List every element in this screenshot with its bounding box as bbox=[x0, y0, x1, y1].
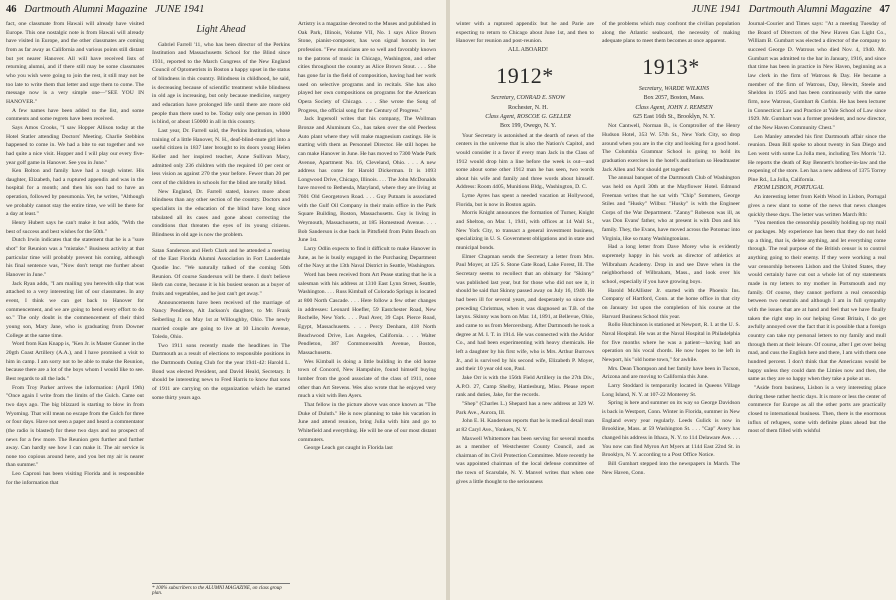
paragraph: John E. H. Kanderson reports that he is medical detail man at 82 Caryl Ave., Yonkers, N. Y. bbox=[456, 418, 594, 433]
class-secretary: Secretary, WARDE WILKINS bbox=[638, 86, 710, 93]
paragraph: winter with a ruptured appendix but he and Parie are expecting to return to Chicago about June 1st, and then to Hanover for reunion and post-reunion. bbox=[456, 21, 594, 45]
class-address: Box 2057, Boston, Mass. bbox=[643, 95, 705, 102]
paragraph: Spring is here and summer on its way so George Davidson is back in Westport, Conn. Winter in Florida, summer in New England every year regularly. Leeds Gulick is now in Brookline, Mass. at 59 Washington St. . . . "Cap" Avery has changed his address in Ithaca, N. Y. to 114 Delaware Ave. . . . You now can find Myron Art Myers at 1144 East 22nd St. in Brooklyn, N. Y. according to a Post Office Notice. bbox=[602, 400, 740, 459]
paragraph: A few names have been added to the list, and some comments and some regrets have been received. bbox=[6, 107, 144, 123]
paragraph: Gabriel Farrell '11, who has been director of the Perkins Institution and Massachusetts School for the Blind since 1931, reported to the March Congress of the New England Council of Optometrists in Boston a happy upset in the status of blindness in this country. Blindness in childhood, he said, is decreasing because of scientific treatment while blindness in old age is increasing, but only because medicine, surgery and education have prolonged life until there are more old people than there used to be. Today only one person in 1000 is blind, or about 150000 in all in this country. bbox=[152, 41, 290, 126]
paragraph: Word has been received from Art Pease stating that he is a salesman with his address at 1310 East Lynn Street, Seattle, Washington. . . . Russ Kimball of Colorado Springs is located at 800 North Cascade. . . . Here follow a few other changes in addresses: Leonard Hoefler, 59 Eastchester Road, New Rochelle, New York. . . . Paul Aver, 39 Capt. Pierce Road, Egypt, Massachusetts. . . . Percy Denham, 418 North Beachwood Drive, Los Angeles, California. . . . Walter Pendleton, 387 Commonwealth Avenue, Boston, Massachusetts. bbox=[298, 272, 436, 356]
section-title: Light Ahead bbox=[196, 24, 246, 35]
paragraph: "Aside from business, Lisbon is a very interesting place during these rather hectic days. It is more or less the center of commerce for Europe as all the other ports are practically closed to international business. Then, there is the enormous influx of refugees, some with definite plans ahead but the most of them filled with wishful bbox=[748, 384, 886, 435]
paragraph: Elmer Chapman sends the Secretary a letter from Mrs. Paul Moyer, at 125 S. Stone Gate Road, Lake Forest, Ill. The Secretary seems to recollect that an obituary for "Skinny" was published last year, but for those who did not see it, it should be said that Skinny passed away on July 16, 1940. He had been ill for several years, and desperately so since the preceding Christmas, when it was diagnosed as T.B. of the larynx. Skinny was born on Mar. 14, 1891, at Bellevue, Ohio, and came to us from Mercersburg. After Dartmouth he took a degree at M. I. T. in 1914. He was connected with the Aridor Co., and had been experimenting with heavy chemicals. He left a daughter by his first wife, who is Mrs. Arthur Burrows Jr., and is survived by his second wife, Elizabeth P. Moyer, and their 10 year old son, Paul. bbox=[456, 253, 594, 373]
paragraph: Harold McAllister Jr. started with the Phoenix Ins. Company of Hartford, Conn. at the home office in that city on January 1st upon the completion of his course at the Harvard Business School this year. bbox=[602, 287, 740, 320]
paragraph: The annual banquet of the Dartmouth Club of Washington was held on April 30th at the Mayflower Hotel. Edmund Freeman writes that he sat with "Chip" Sommers, George Stiles and "Husky" Wilbur. "Husky" is with the Engineer Corps of the War Department. "Zanny" Robeson was ill, as was Don Evans' father, who at present is with Don and his family. They, the Evans, have moved across the Potomac into Virginia, like so many Washingtonians. bbox=[602, 175, 740, 242]
paragraph: From Troy Parker arrives the information: (April 19th) "Once again I write from the limits of the Gulch. Came out two days ago. The big blizzard is starting to blow in from Wyoming. That will mean no escape from the Gulch for three or four days. Have not seen a paper and heard a commentator (the radio is blasted) for these two days and no prospect of news for a few more. The Reunion gets further and further away. Can hardly see how I can make it. The air service is none too copious around here, and you bet my air is nearer than summer." bbox=[6, 384, 144, 469]
paragraph: George Leach got caught in Florida last bbox=[304, 445, 393, 452]
paragraph: "You mention the censorship possibly holding up my mail or packages. My experience has been that they do not hold up a thing, that is, delete anything, and let everything come through. The real purpose of the British censor is to control anything going to their enemy. If they were working a real war censorship between Lisbon and the United States, they would certainly have cut out a whole lot of my statements made in my letters to my mother in Portsmouth and my family. Of course, they cannot perform a real censorship between two neutrals and although I am in full sympathy with the issues that are at hand and feel that we have finally taken the right step in our helping Great Britain, I do get awfully annoyed over the fact that it is possible that a foreign country can take my personal letters to my family and mull through them at their leisure. Of course, after I get over being mad, and cuss the English here and there, I am with them one hundred percent. I don't think that the Americans would be happy unless they could dam the Limies now and then, the same as they are so happy when they take a poke at us. bbox=[748, 220, 886, 383]
paragraph: Dutch Irwin indicates that the statement that he is a "sure shot" for Reunion was a "mistake." Business activity at that particular time will probably prevent his coming, although his final sentence was, "Now don't tempt me further about Hanover in June." bbox=[6, 237, 144, 279]
paragraph: Maxwell Whittemore has been serving for several months as a member of Westchester County Council, and as chairman of its Civil Protection Committee. More recently he was appointed chairman of the local defense committee of the town of Scarsdale, N. Y. Manvel writes that when one gives a little thought to the seriousness bbox=[456, 435, 594, 485]
paragraph: Leo Caproni has been visiting Florida and is responsible for the information that bbox=[6, 471, 144, 486]
paragraph: Morris Knight announces the formation of Turner, Knight and Shelton, on Mar. 1, 1941, with offices at 14 Wall St., New York City, to transact a general investment business, specializing in U. S. Government obligations and in state and municipal bonds. bbox=[456, 210, 594, 252]
paragraph: Wes Kimball is doing a little building in the old home town of Concord, New Hampshire, found himself buying lumber from the good associate of the class of 1911, none other than Art Stevens. Wes also wrote that he enjoyed very much a visit with Ben Ayers. bbox=[298, 358, 436, 400]
paragraph: Journal-Courier and Times says: "At a meeting Tuesday of the Board of Directors of the New Haven Gas Light Co., William B. Gumbart was elected a director of the company to succeed George D. Watrous who died Nov. 4, 1940. Mr. Gumbart was admitted to the bar in January, 1916, and since that time has been in practice in New Haven, beginning as a law clerk in the firm of Watrous & Day. He became a member of the firm of Watrous, Day, Hewitt, Steele and Sheldon in 1925 and has been continuously with the same firm, now Watrous, Gumbart & Corbin. He has been lecturer in Connecticut Law and Practice at Yale School of Law since 1929. Mr. Gumbart was a former president, and now director, of the New Haven Community Chest." bbox=[748, 21, 886, 131]
page-header bbox=[692, 4, 890, 15]
paragraph: Two 1911 sons recently made the headlines in The Dartmouth as a result of elections to responsible positions in the Dartmouth Outing Club for the year 1941-42: Harold L. Bond was elected President, and David Heald, Secretary. It should be interesting news to Fred Harris to know that sons of 1911 are carrying on the organization which he started some thirty years ago. bbox=[152, 342, 290, 401]
paragraph: Lyme Ayres has spent a needed vacation at Hollywood, Florida, but is now in Boston again. bbox=[456, 193, 594, 208]
class-address: Rochester, N. H. bbox=[508, 104, 548, 111]
paragraph: Jack Ingersoll writes that his company, The Wollman Bronze and Aluminum Co., has taken over the old Peerless Auto plant where they will make magnesium castings. He is starting with them as Personnel Director. He still hopes he can make Hanover in June. He has moved to 7300 Wade Park Avenue, Apartment No. 16, Cleveland, Ohio. . . . A new address has come for Harold Dickerman. It is 1093 Longwood Drive, Chicago, Illinois. . . . The John McDonalds have moved to Bethesda, Maryland, where they are living at 7601 Old Georgetown Road. . . . Guy Putnam is associated with the Gulf Oil Company in their main office in the Park Square Building, Boston, Massachusetts. Guy is living in Weymouth, Massachusetts, at 185 Homestead Avenue. . . . Bob Sanderson is due back in Pittsfield from Palm Beach on June 1st. bbox=[298, 116, 436, 244]
paragraph: Satan Sanderson and Herb Clark and he attended a meeting of the East Florida Alumni Association in Fort Lauderdale Quodie Inc. "We naturally talked of the coming 50th Reunion. Of course Sanderson will be there. I don't believe Herb can come, because it is his busiest season as a buyer of fruits and vegetables, and he just can't get away." bbox=[152, 247, 290, 297]
class-secretary: Secretary, CONRAD E. SNOW bbox=[491, 95, 565, 102]
column-2 bbox=[602, 20, 740, 598]
class-address: Box 199, Owego, N. Y. bbox=[499, 123, 556, 130]
left-page bbox=[0, 0, 446, 600]
header-title: Dartmouth Alumni Magazine bbox=[748, 4, 872, 15]
column-3 bbox=[298, 20, 436, 598]
paragraph: Jake Orr is with the 156th Field Artillery in the 27th Div., A.P.O. 27, Camp Shelby, Hattiesburg, Miss. Please report rank and duties, Jake, for the records. bbox=[456, 374, 594, 399]
footnote: * 100% subscribers to the ALUMNI MAGAZINE, on class group plan. bbox=[152, 583, 290, 596]
section-subhead: FROM LISBON, PORTUGAL bbox=[754, 185, 824, 192]
class-agent: Class Agent, ROSCOE G. GELLER bbox=[485, 113, 571, 120]
paragraph: Rollo Hutchinson is stationed at Newport, R. I. at the U. S. Naval Hospital. He was at the Naval Hospital in Philadelphia for five months where he was a patient—having had an operation on his vocal chords. He now hopes to be left in Newport, his "old home town," for awhile. bbox=[602, 322, 740, 363]
class-year-heading: 1913* bbox=[642, 53, 700, 79]
page-number: 47 bbox=[879, 4, 890, 15]
class-address: 625 East 16th St., Brooklyn, N. Y. bbox=[633, 113, 715, 120]
paragraph: Your Secretary is astonished at the dearth of news of the centers in the universe that is also the Nation's Capitol, and would consider it a favor if every man Jack in the Class of 1912 would drop him a line before the week is out—and some about some other 1912 man he has seen, two words about his wife and family and three words about himself. Address: Room 4405, Munitions Bldg., Washington, D. C. bbox=[456, 132, 594, 191]
page-header bbox=[6, 4, 204, 15]
cheer-line: ALL ABOARD! bbox=[508, 46, 548, 53]
paragraph: Last year, Dr. Farrell said, the Perkins Institution, whose training of a little Hanover, N. H., deaf-blind-mute girl into a useful citizen in 1837 later brought to its doors young Helen Keller and her inspired teacher, Anne Sullivan Macy, admitted only 236 children with the required 10 per cent or less vision as against 270 the year before. Fewer than 20 per cent of the children in schools for the blind are totally blind. bbox=[152, 128, 290, 186]
header-date: JUNE 1941 bbox=[691, 4, 741, 15]
right-page bbox=[450, 0, 896, 600]
paragraph: Artistry is a magazine devoted to the Muses and published in Oak Park, Illinois, Volume VII, No. 1 says Alice Brown Stone, pianist-composer, has won signal honors in her profession. "Few musicians are so well and favorably known to the patrons of music in Chicago, Washington, and other cities throughout the country as Alice Brown Stout. . . . She has gone far in the field of composition, having had her work used on selective programs and in recitals. She has also played her own compositions on programs for the American Opera Society of Chicago. . . . She wrote the Song of Progress, the official song for the Century of Progress." bbox=[298, 21, 436, 114]
class-agent: Class Agent, JOHN J. REMSEN bbox=[635, 104, 713, 111]
page-number: 46 bbox=[6, 4, 17, 15]
paragraph: Had a long letter from Dave Morey who is evidently supremely happy in his work as director of athletics at Wilbraham Academy. Drop in and see Dave when in the neighborhood of Wilbraham, Mass., and look over his school, especially if you have growing boys. bbox=[602, 244, 740, 286]
paragraph: "Shep" (Charles L.) Shepard has a new address at 329 W. Park Ave., Aurora, Ill. bbox=[456, 400, 594, 416]
paragraph: Larry Stoddard is temporarily located in Queens Village Long Island, N. Y. at 107-22 Monterey St. bbox=[602, 382, 740, 398]
paragraph: Word from Kan Knapp is, "Ken Jr. is Master Gunner in the 20gth Coast Artillery (A.A.), and I have promised a visit to him in camp. I am sorry not to be able to make the Reunion, because there are a lot of the boys whom I would like to see. Best regards to all the lads." bbox=[6, 341, 144, 382]
paragraph: Jack Ryan adds, "I am mailing you herewith slip that was attached to a very interesting list of our classmates. In any event, I think we can get back to Hanover for commencement, and we are going to bend every effort to do so." The only doubt is the commencement of their third young son, Mary Jane, who is graduating from Downer College at the same time. bbox=[6, 280, 144, 339]
header-title: Dartmouth Alumni Magazine bbox=[24, 4, 148, 15]
paragraph: Says Amos Crooks, "I saw Hopper Allison today at the Hotel Statler attending Doctors' Meeting. Charlie Stebbins happened to come in. We had a bite to eat together and we had quite a nice visit. Hopper and I will play our every five-year golf game in Hanover. See you in June." bbox=[6, 124, 144, 166]
paragraph: Announcements have been received of the marriage of Nancy Pendleton, Alt Jackson's daughter, to Mr. Frank Seiberling Jr. on May 1st at Willoughby, Ohio. The newly married couple are going to live at 10 Lincoln Avenue, Toledo, Ohio. bbox=[152, 299, 290, 341]
class-year-heading: 1912* bbox=[496, 63, 554, 89]
column-2 bbox=[152, 20, 290, 560]
paragraph: Mrs. Dean Thompson and her family have been in Tucson, Arizona and are moving to California this June. bbox=[602, 365, 740, 381]
paragraph: That fellow in the picture above was once known as "The Duke of Duluth." He is now planning to take his vacation in June and attend reunion, bring Julia with him and go to Whitefield and everything. He will be one of our most distant commuters. bbox=[298, 401, 436, 443]
paragraph: New England, Dr. Farrell stated, knows more about blindness than any other section of the country. Doctors and specialists in the education of the blind have long since tabulated all its cases and gone about correcting the conditions that threaten the eyes of its young citizens. Blindness in old age is now the problem. bbox=[152, 188, 290, 238]
paragraph: An interesting letter from Keith Wood in Lisbon, Portugal gives a new slant to some of the news that news changes quickly these days. The letter was written March 8th: bbox=[748, 194, 886, 218]
column-3 bbox=[748, 20, 886, 598]
column-1 bbox=[456, 20, 594, 598]
paragraph: Bill Gumbart stepped into the newspapers in March. The New Haven, Conn. bbox=[602, 460, 740, 476]
column-1 bbox=[6, 20, 144, 598]
paragraph: fact, one classmate from Hawaii will already have visited Europe. This one nostalgic note is from Hawaii will already have visited in Europe, and the other classmates are coming from as far away as California and various points still distant but yet nearer Hanover. All will have received lists of returning alumni, and if there still may be some classmates who you wish were going to join the rest, it still may not be too late to write them that letter and urge them to come. The message now is a very simple one—"SEE YOU IN HANOVER." bbox=[6, 21, 144, 105]
paragraph: Len Manley attended his first Dartmouth affair since the reunion. Dean Bill spoke to about twenty in San Diego and Len went with some La Jolla men, including Tex Morris '12. He reports the death of Ray Bennett's brother-in-law and the reopening of the store. Len has a new address of 1375 Torrey Pine Rd., La Jolla, California. bbox=[748, 133, 886, 183]
paragraph: Larry Odlin expects to find it difficult to make Hanover in June, as he is busily engaged in the Purchasing Department of the Navy at the 13th Naval District in Seattle, Washington. bbox=[298, 246, 436, 270]
paragraph: of the problems which may confront the civilian population along the Atlantic seaboard, the necessity of making adequate plans to meet them becomes at once apparent. bbox=[602, 21, 740, 45]
paragraph: Henry Hubert says he can't make it but adds, "With the best of success and best wishes for the 50th." bbox=[6, 220, 144, 235]
header-date: JUNE 1941 bbox=[155, 4, 205, 15]
divider bbox=[170, 243, 272, 244]
paragraph: Not Cantwell, Norman B., is Comptroller of the Henry Hudson Hotel, 353 W. 57th St., New York City, so drop around when you are in the city and looking for a good hotel. The Columbia Grammar School is going to hold its graduation exercises in the hotel's auditorium so Headmaster Jack Allen and Nor should get together. bbox=[602, 123, 740, 173]
paragraph: Ken Bolton and family have had a tough winter. His daughter, Elizabeth, had a ruptured appendix and was in the hospital for a month; and then his son had to have an operation, followed by pneumonia. Yet, he writes, "Although we probably cannot stay the entire time, we will be there for a day at least." bbox=[6, 168, 144, 218]
